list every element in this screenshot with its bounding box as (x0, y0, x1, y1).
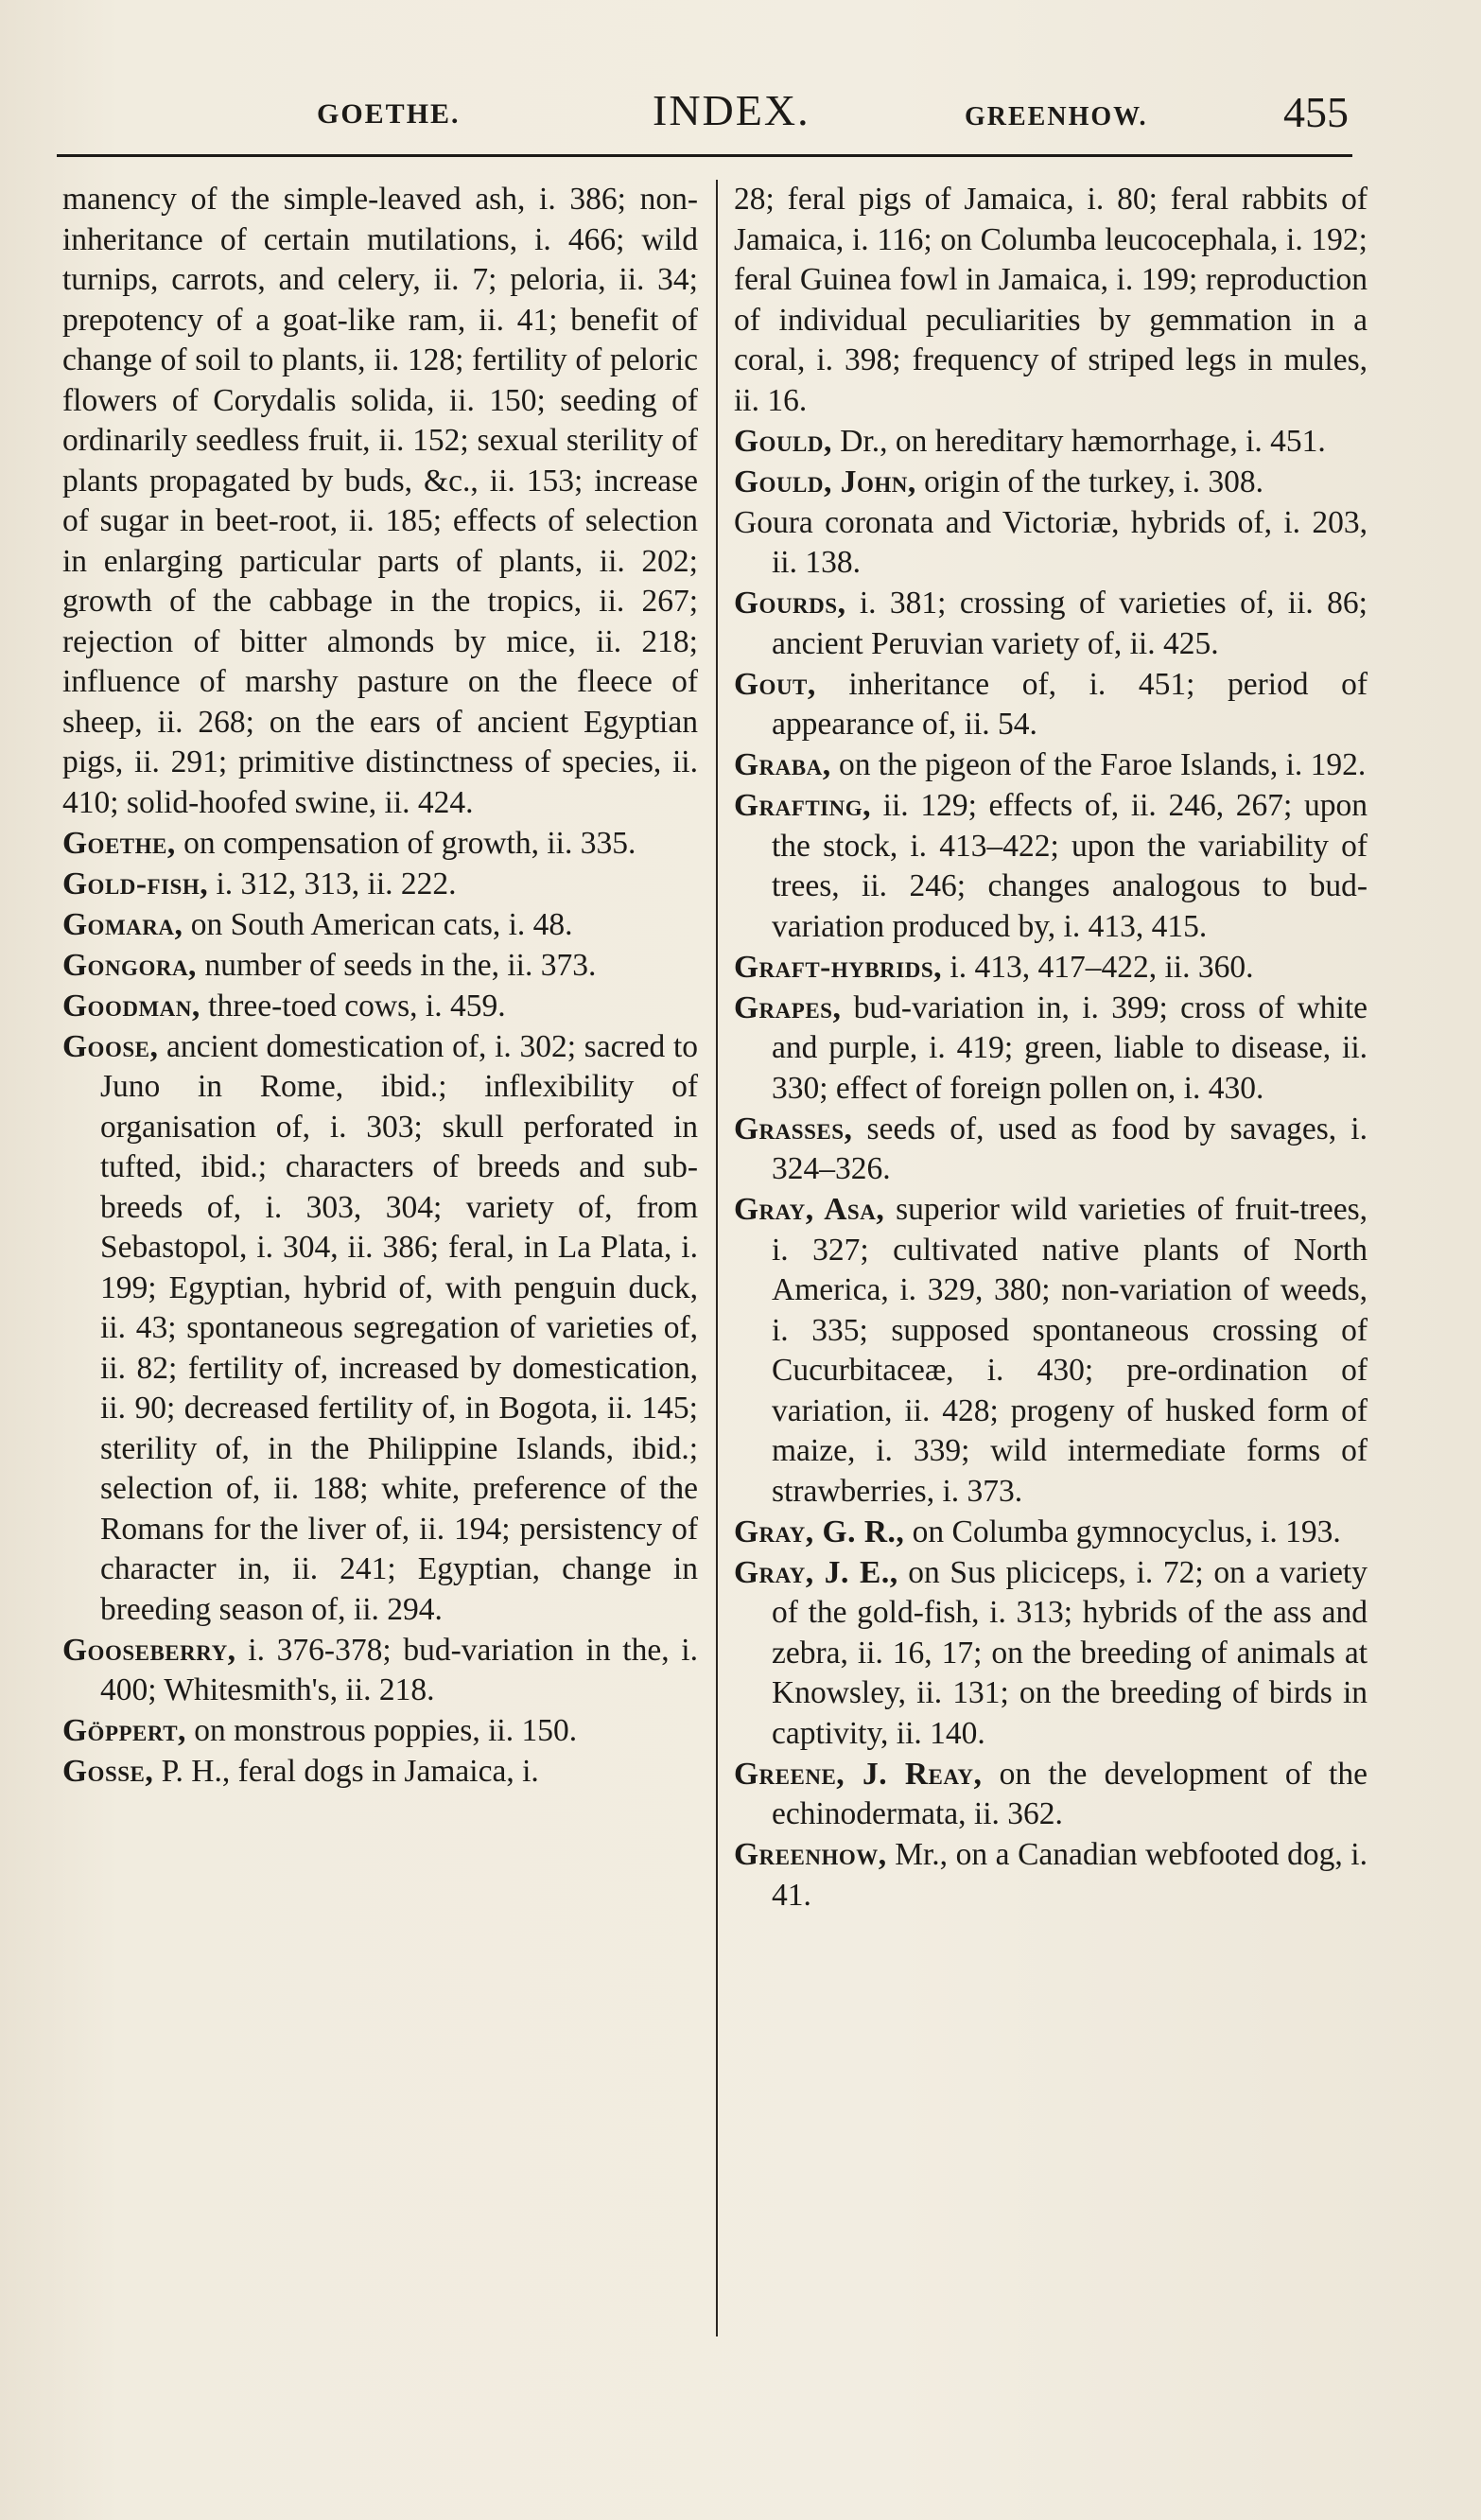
index-entry (734, 786, 1368, 947)
entry-body: on Sus pliciceps, i. 72; on a variety of the gold-fish, i. 313; hybrids of the ass and zebra, ii. 16, 17; on the breeding of animals at Knowsley, ii. 131; on the breeding of birds in captivity, ii. 140. (772, 1554, 1368, 1751)
index-entry (734, 1835, 1368, 1916)
entry-heading: Greenhow, (734, 1837, 887, 1872)
entry-body: i. 376-378; bud-variation in the, i. 400; Whitesmith's, ii. 218. (100, 1632, 698, 1707)
entry-body: on compensation of growth, ii. 335. (175, 825, 636, 861)
index-entry (734, 1553, 1368, 1755)
entry-body: three-toed cows, i. 459. (200, 988, 506, 1024)
index-entry (62, 1752, 698, 1793)
entry-heading: Grasses, (734, 1111, 853, 1146)
index-entry (734, 989, 1368, 1110)
entry-heading: Graba, (734, 747, 831, 782)
index-entry (734, 1110, 1368, 1190)
index-entry (734, 745, 1368, 786)
entry-body: on South American cats, i. 48. (183, 906, 573, 942)
entry-body: 28; feral pigs of Jamaica, i. 80; feral rabbits of Jamaica, i. 116; on Columba leucocephala, i. 192; feral Guinea fowl in Jamaica, i. 199; reproduction of individual peculiarities by gemmation in a coral, i. 398; frequency of striped legs in mules, ii. 16. (734, 182, 1368, 418)
entry-heading: Goodman, (62, 988, 200, 1024)
index-entry (734, 1190, 1368, 1512)
index-entry (62, 865, 698, 905)
entry-heading: Gould, (734, 423, 832, 459)
entry-body: Goura coronata and Victoriæ, hybrids of, i. 203, ii. 138. (734, 504, 1368, 580)
entry-body: seeds of, used as food by savages, i. 324–326. (772, 1111, 1368, 1186)
entry-heading: Gosse, (62, 1754, 154, 1789)
entry-heading: Grafting, (734, 788, 871, 823)
entry-body: manency of the simple-leaved ash, i. 386; non-inheritance of certain mutilations, i. 466; wild turnips, carrots, and celery, ii. 7; peloria, ii. 34; prepotency of a goat-like ram, ii. 41; benefit of change of soil to plants, ii. 128; fertility of peloric flowers of Corydalis solida, ii. 150; seeding of ordinarily seedless fruit, ii. 152; sexual sterility of plants propagated by buds, &c., ii. 153; increase of sugar in beet-root, ii. 185; effects of selection in enlarging particular parts of plants, ii. 202; growth of the cabbage in the tropics, ii. 267; rejection of bitter almonds by mice, ii. 218; influence of marshy pasture on the fleece of sheep, ii. 268; on the ears of ancient Egyptian pigs, ii. 291; primitive distinctness of species, ii. 410; solid-hoofed swine, ii. 424. (62, 182, 698, 820)
entry-heading: Gourds, (734, 586, 846, 621)
header-right-word: GREENHOW. (965, 102, 1148, 131)
index-entry (62, 905, 698, 946)
index-entry (734, 1513, 1368, 1553)
entry-heading: Gooseberry, (62, 1632, 236, 1668)
entry-heading: Gold-fish, (62, 866, 209, 901)
index-entry (734, 665, 1368, 745)
entry-body: P. H., feral dogs in Jamaica, i. (153, 1754, 539, 1789)
entry-heading: Graft-hybrids, (734, 949, 943, 985)
entry-heading: Göppert, (62, 1713, 186, 1748)
entry-body: inheritance of, i. 451; period of appearance of, ii. 54. (772, 666, 1368, 742)
page-header (57, 85, 1371, 151)
entry-body: i. 413, 417–422, ii. 360. (942, 949, 1254, 985)
left-column (62, 180, 698, 1793)
index-entry (62, 824, 698, 865)
entry-heading: Goose, (62, 1028, 159, 1064)
index-entry (734, 584, 1368, 664)
index-entry (734, 422, 1368, 463)
entry-body: on the pigeon of the Faroe Islands, i. 192. (830, 747, 1367, 782)
index-entry (62, 1711, 698, 1752)
header-left-word: GOETHE. (317, 98, 461, 130)
entry-body: Mr., on a Canadian webfooted dog, i. 41. (772, 1837, 1368, 1913)
entry-heading: Gongora, (62, 947, 197, 983)
index-entry (734, 463, 1368, 503)
entry-body: Dr., on hereditary hæmorrhage, i. 451. (831, 423, 1326, 459)
entry-heading: Gray, Asa, (734, 1192, 885, 1227)
index-entry (62, 1027, 698, 1631)
header-rule (57, 154, 1352, 157)
index-entry (734, 1755, 1368, 1835)
entry-heading: Gomara, (62, 906, 183, 942)
entry-body: i. 381; crossing of varieties of, ii. 86; ancient Peruvian variety of, ii. 425. (772, 586, 1368, 661)
index-entry (734, 948, 1368, 989)
entry-body: number of seeds in the, ii. 373. (196, 947, 597, 983)
index-entry (62, 946, 698, 987)
index-entry (62, 180, 698, 823)
entry-body: superior wild varieties of fruit-trees, i. 327; cultivated native plants of North America, i. 329, 380; non-variation of weeds, i. 335; supposed spontaneous crossing of Cucurbitaceæ, i. 430; pre-ordination of variation, ii. 428; progeny of husked form of maize, i. 339; wild intermediate forms of strawberries, i. 373. (772, 1192, 1368, 1509)
entry-body: on the development of the echinodermata, ii. 362. (772, 1756, 1368, 1831)
entry-heading: Gould, John, (734, 464, 916, 499)
entry-body: on Columba gymnocyclus, i. 193. (904, 1514, 1341, 1549)
entry-heading: Gray, J. E., (734, 1554, 898, 1590)
entry-heading: Greene, J. Reay, (734, 1756, 983, 1792)
entry-heading: Gray, G. R., (734, 1514, 905, 1549)
entry-body: origin of the turkey, i. 308. (915, 464, 1263, 499)
entry-body: ii. 129; effects of, ii. 246, 267; upon the stock, i. 413–422; upon the variability of trees, ii. 246; changes analogous to bud-variation produced by, i. 413, 415. (772, 788, 1368, 944)
index-entry (62, 1631, 698, 1711)
entry-body: i. 312, 313, ii. 222. (208, 866, 457, 901)
entry-body: on monstrous poppies, ii. 150. (185, 1713, 578, 1748)
entry-body: ancient domestication of, i. 302; sacred to Juno in Rome, ibid.; inflexibility of organisation of, i. 303; skull perforated in tufted, ibid.; characters of breeds and sub-breeds of, i. 303, 304; variety of, from Sebastopol, i. 304, ii. 386; feral, in La Plata, i. 199; Egyptian, hybrid of, with penguin duck, ii. 43; spontaneous segregation of varieties of, ii. 82; fertility of, increased by domestication, ii. 90; decreased fertility of, in Bogota, ii. 145; sterility of, in the Philippine Islands, ibid.; selection of, ii. 188; white, preference of the Romans for the liver of, ii. 194; persistency of character in, ii. 241; Egyptian, change in breeding season of, ii. 294. (100, 1028, 698, 1627)
page-number: 455 (1283, 88, 1349, 136)
header-title: INDEX. (653, 86, 810, 134)
right-column (734, 180, 1368, 1916)
entry-heading: Goethe, (62, 825, 176, 861)
index-entry (62, 987, 698, 1027)
entry-heading: Grapes, (734, 989, 842, 1025)
index-entry (734, 180, 1368, 421)
index-entry (734, 503, 1368, 584)
entry-heading: Gout, (734, 666, 816, 702)
column-divider (716, 180, 718, 2336)
entry-body: bud-variation in, i. 399; cross of white and purple, i. 419; green, liable to disease, ii. 330; effect of foreign pollen on, i. 430. (772, 989, 1368, 1106)
